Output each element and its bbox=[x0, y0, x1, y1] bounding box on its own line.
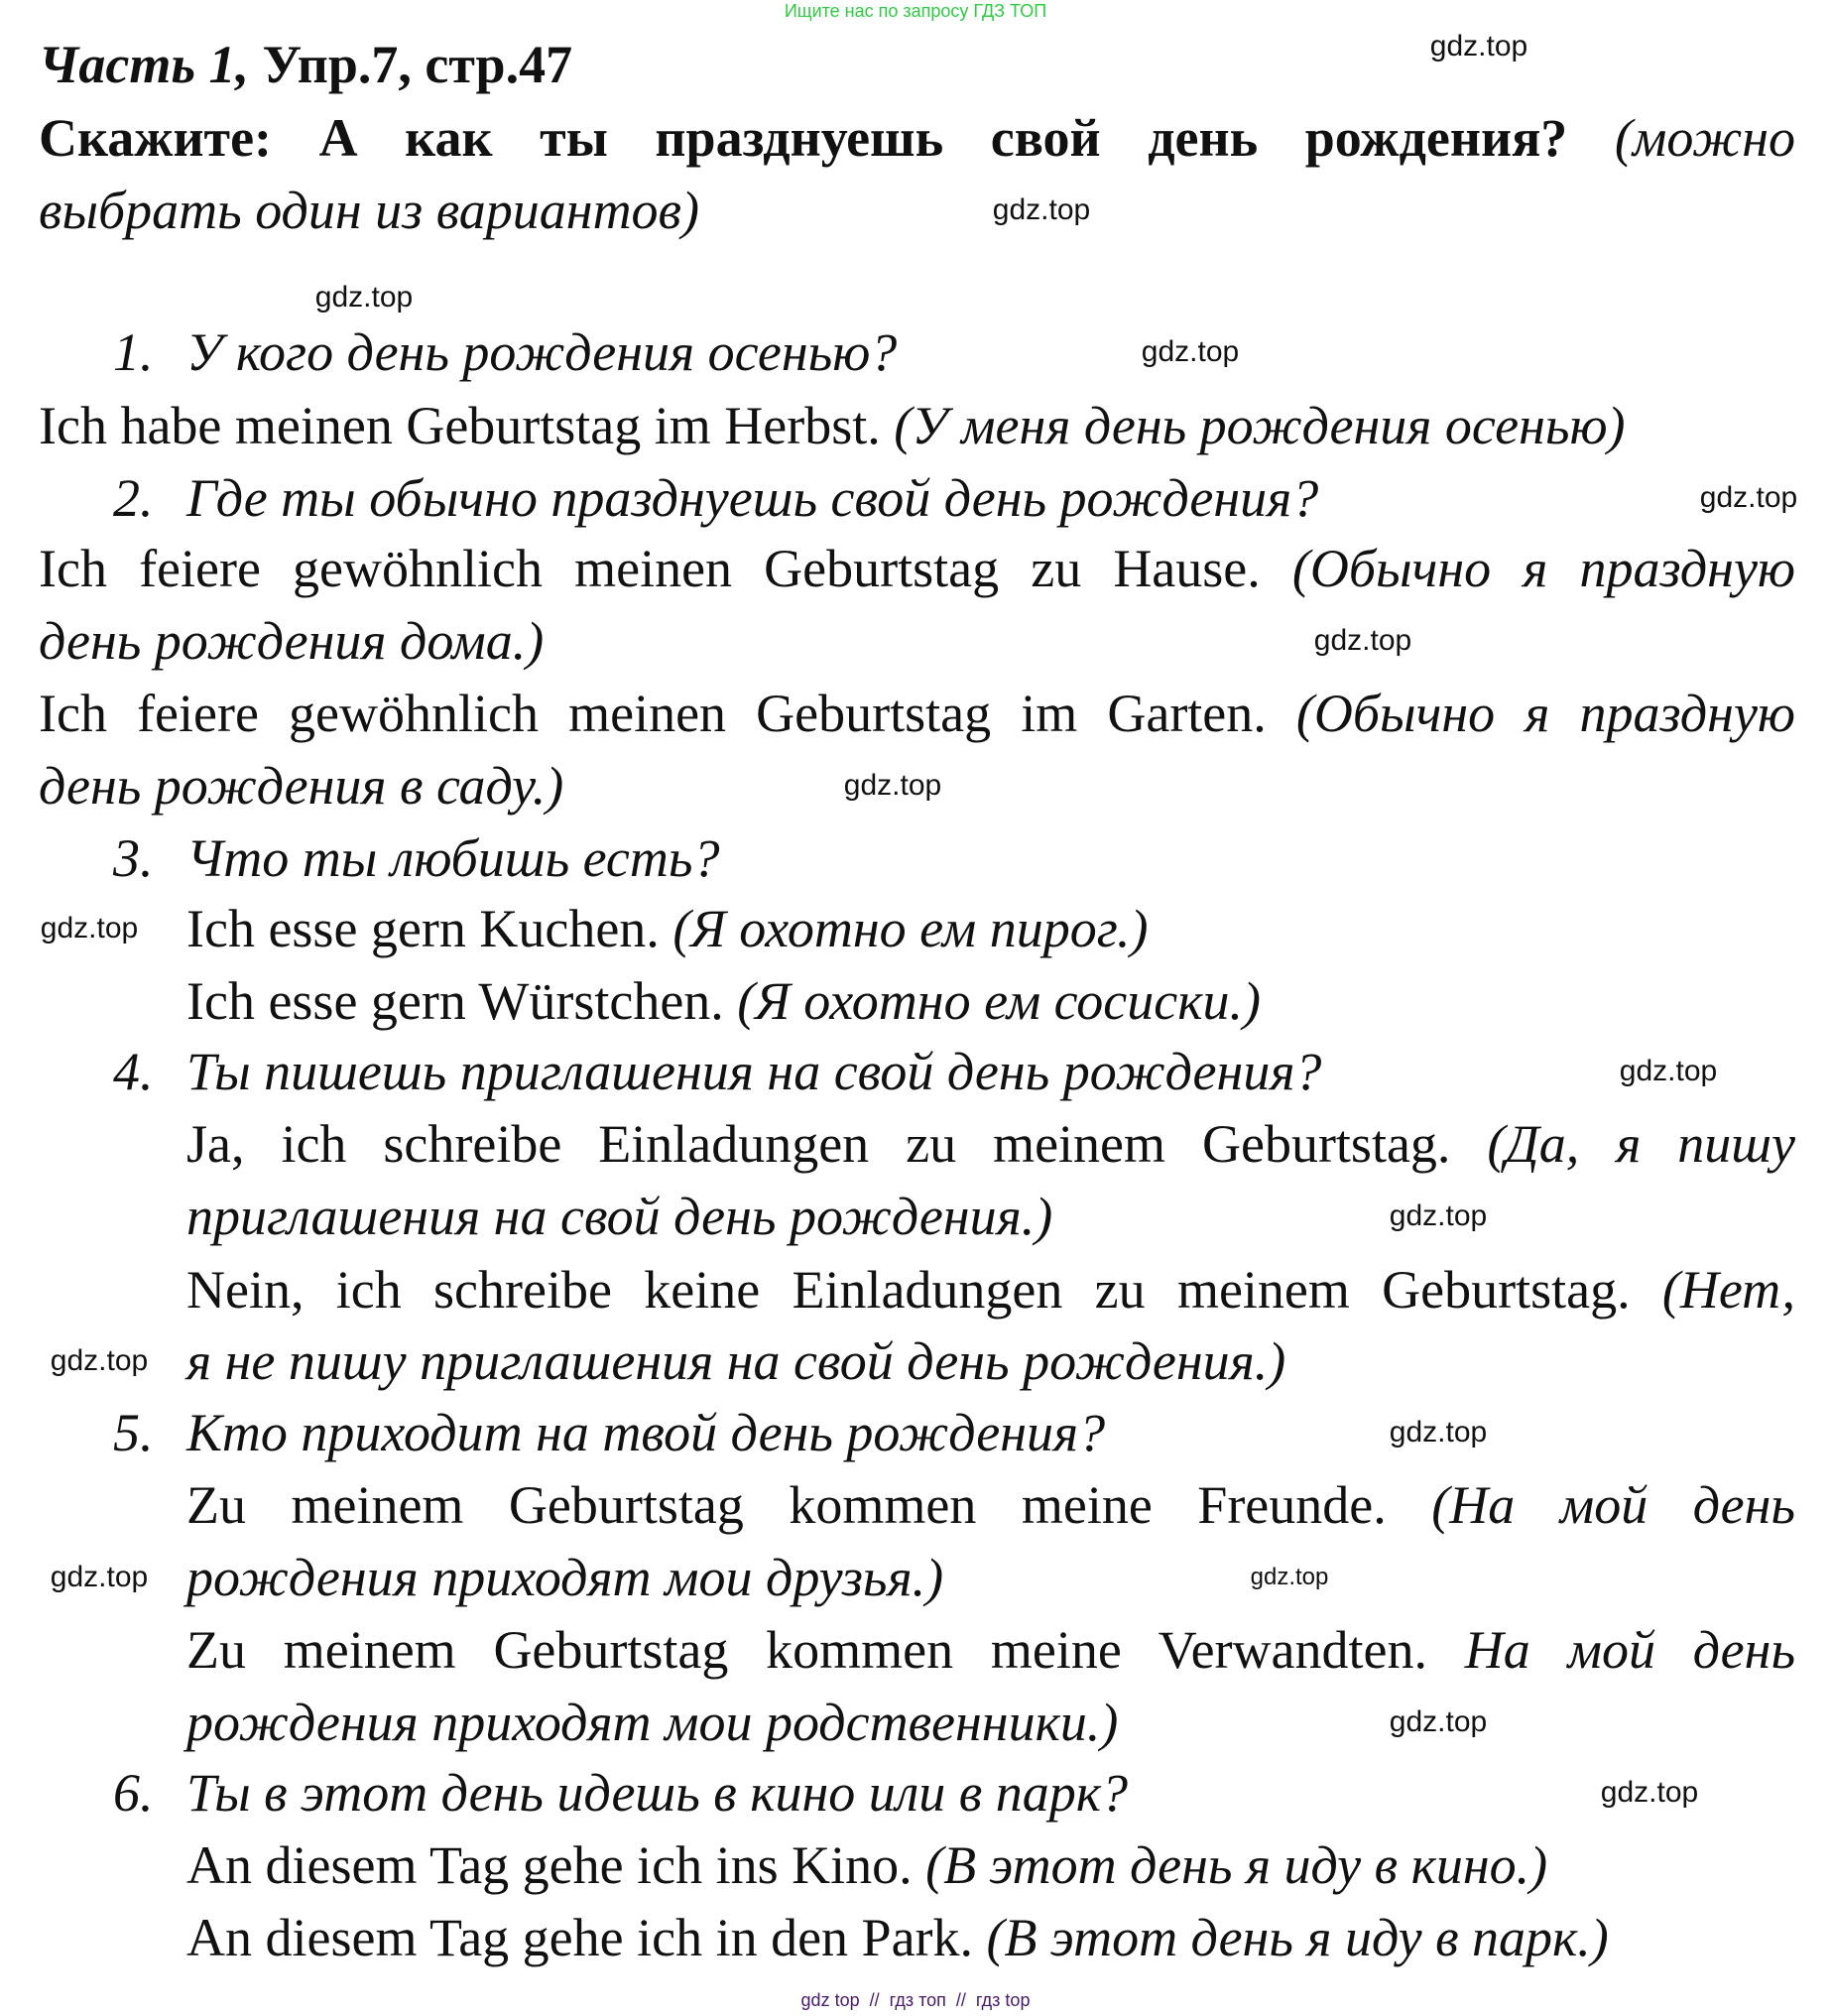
answer-line bbox=[186, 1903, 1609, 1972]
watermark: gdz.top bbox=[50, 1344, 149, 1377]
task-line-2: выбрать один из вариантов) bbox=[39, 181, 699, 240]
answer-ru: (На мой день bbox=[1386, 1475, 1796, 1535]
question-text: Ты в этот день идешь в кино или в парк? bbox=[186, 1763, 1129, 1823]
answer-de: Ich feiere gewöhnlich meinen Geburtstag zu Hause. bbox=[39, 539, 1261, 598]
watermark: gdz.top bbox=[1250, 1564, 1329, 1590]
question-number: 4. bbox=[113, 1042, 154, 1101]
answer-line bbox=[39, 679, 1795, 748]
task-note: (можно bbox=[1567, 108, 1795, 168]
title-exercise: Упр.7, стр.47 bbox=[249, 35, 573, 94]
answer-line bbox=[186, 1830, 1547, 1900]
question-text: Где ты обычно празднуешь свой день рождения? bbox=[186, 468, 1319, 528]
answer-line: рождения приходят мои друзья.) bbox=[186, 1548, 944, 1607]
answer-de: Ich habe meinen Geburtstag im Herbst. bbox=[39, 396, 881, 455]
task-line-1 bbox=[39, 103, 1795, 173]
answer-de: Zu meinem Geburtstag kommen meine Verwandten. bbox=[186, 1620, 1427, 1680]
answer-line bbox=[39, 391, 1626, 460]
question-text: У кого день рождения осенью? bbox=[186, 322, 898, 382]
bottom-banner[interactable]: gdz top // гдз топ // гдз top bbox=[800, 1990, 1031, 2010]
watermark: gdz.top bbox=[1389, 1416, 1488, 1449]
answer-de: Zu meinem Geburtstag kommen meine Freunde. bbox=[186, 1475, 1387, 1535]
watermark: gdz.top bbox=[40, 912, 139, 945]
watermark: gdz.top bbox=[992, 193, 1091, 226]
answer-ru: (Я охотно ем сосиски.) bbox=[723, 971, 1261, 1031]
watermark: gdz.top bbox=[314, 281, 414, 314]
answer-de: Ich esse gern Würstchen. bbox=[186, 971, 724, 1031]
question-number: 3. bbox=[113, 828, 154, 888]
watermark: gdz.top bbox=[1429, 30, 1528, 63]
answer-line bbox=[186, 1255, 1795, 1324]
answer-line bbox=[186, 1470, 1795, 1540]
watermark: gdz.top bbox=[1141, 335, 1240, 368]
watermark: gdz.top bbox=[843, 769, 942, 802]
answer-ru: (В этот день я иду в парк.) bbox=[973, 1908, 1609, 1967]
question-text: Ты пишешь приглашения на свой день рождения? bbox=[186, 1042, 1322, 1101]
watermark: gdz.top bbox=[1619, 1055, 1718, 1087]
answer-de: Ich esse gern Kuchen. bbox=[186, 899, 660, 958]
watermark: gdz.top bbox=[50, 1561, 149, 1593]
answer-line: день рождения дома.) bbox=[39, 611, 545, 671]
task-text: Скажите: А как ты празднуешь свой день рождения? bbox=[39, 108, 1568, 168]
answer-de: Ja, ich schreibe Einladungen zu meinem Geburtstag. bbox=[186, 1114, 1451, 1174]
answer-line: приглашения на свой день рождения.) bbox=[186, 1187, 1053, 1246]
page-title bbox=[39, 30, 572, 99]
question-number: 2. bbox=[113, 468, 154, 528]
watermark: gdz.top bbox=[1389, 1199, 1488, 1232]
title-part: Часть 1, bbox=[39, 35, 250, 94]
answer-de: Ich feiere gewöhnlich meinen Geburtstag im Garten. bbox=[39, 684, 1267, 743]
answer-line bbox=[186, 1615, 1795, 1685]
answer-ru: (Да, я пишу bbox=[1450, 1114, 1796, 1174]
answer-ru: (Я охотно ем пирог.) bbox=[659, 899, 1149, 958]
question-number: 6. bbox=[113, 1763, 154, 1823]
question-text: Что ты любишь есть? bbox=[186, 828, 720, 888]
answer-ru: (У меня день рождения осенью) bbox=[880, 396, 1626, 455]
question-number: 1. bbox=[113, 322, 154, 382]
answer-ru: На мой день bbox=[1426, 1620, 1796, 1680]
answer-ru: (Обычно я праздную bbox=[1260, 539, 1795, 598]
answer-line bbox=[186, 1109, 1795, 1179]
answer-ru: (Нет, bbox=[1630, 1260, 1795, 1320]
answer-line bbox=[39, 534, 1795, 603]
watermark: gdz.top bbox=[1699, 481, 1798, 514]
answer-line bbox=[186, 966, 1261, 1036]
watermark: gdz.top bbox=[1600, 1776, 1699, 1809]
answer-de: Nein, ich schreibe keine Einladungen zu meinem Geburtstag. bbox=[186, 1260, 1631, 1320]
top-banner[interactable]: Ищите нас по запросу ГДЗ ТОП bbox=[784, 1, 1047, 21]
answer-de: An diesem Tag gehe ich ins Kino. bbox=[186, 1835, 913, 1895]
answer-ru: (В этот день я иду в кино.) bbox=[912, 1835, 1548, 1895]
answer-ru: (Обычно я праздную bbox=[1266, 684, 1795, 743]
answer-line: рождения приходят мои родственники.) bbox=[186, 1693, 1119, 1752]
answer-line: день рождения в саду.) bbox=[39, 756, 564, 816]
watermark: gdz.top bbox=[1389, 1705, 1488, 1738]
answer-line: я не пишу приглашения на свой день рождения.) bbox=[186, 1331, 1286, 1391]
answer-line bbox=[186, 894, 1149, 963]
question-number: 5. bbox=[113, 1403, 154, 1462]
question-text: Кто приходит на твой день рождения? bbox=[186, 1403, 1106, 1462]
answer-de: An diesem Tag gehe ich in den Park. bbox=[186, 1908, 974, 1967]
watermark: gdz.top bbox=[1313, 624, 1412, 657]
